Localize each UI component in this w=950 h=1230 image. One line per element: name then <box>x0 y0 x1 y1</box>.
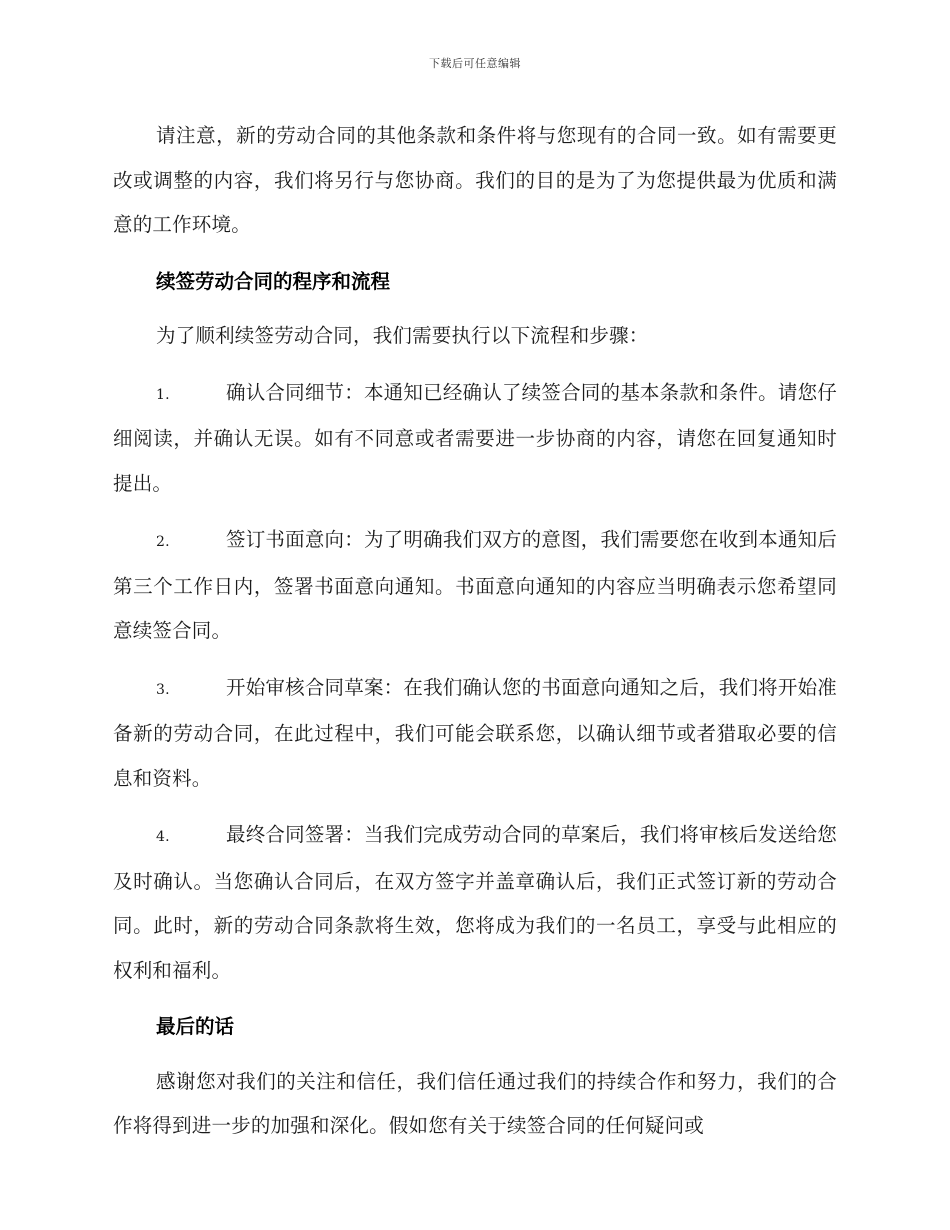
list-item-number: 3. <box>156 681 170 698</box>
list-item <box>113 371 837 507</box>
list-item-number: 1. <box>156 386 170 403</box>
paragraph-intro: 请注意，新的劳动合同的其他条款和条件将与您现有的合同一致。如有需要更改或调整的内容，我们将另行与您协商。我们的目的是为了为您提供最为优质和满意的工作环境。 <box>113 124 837 236</box>
list-item-number: 2. <box>156 534 170 550</box>
list-item-number: 4. <box>156 829 170 845</box>
list-item <box>113 666 837 802</box>
paragraph-procedure-intro: 为了顺利续签劳动合同，我们需要执行以下流程和步骤： <box>156 324 649 347</box>
list-item-text: 最终合同签署：当我们完成劳动合同的草案后，我们将审核后发送给您及时确认。当您确认合同后，在双方签字并盖章确认后，我们正式签订新的劳动合同。此时，新的劳动合同条款将生效，您将成为我们的一名员工，享受与此相应的权利和福利。 <box>113 823 837 982</box>
paragraph-final: 感谢您对我们的关注和信任，我们信任通过我们的持续合作和努力，我们的合作将得到进一步的加强和深化。假如您有关于续签合同的任何疑问或 <box>113 1069 837 1137</box>
section-heading-procedure: 续签劳动合同的程序和流程 <box>156 269 391 293</box>
section-heading-final: 最后的话 <box>156 1015 235 1038</box>
list-item-text: 确认合同细节：本通知已经确认了续签合同的基本条款和条件。请您仔细阅读，并确认无误。如有不同意或者需要进一步协商的内容，请您在回复通知时提出。 <box>113 380 837 495</box>
list-item <box>113 518 837 654</box>
list-item-text: 开始审核合同草案：在我们确认您的书面意向通知之后，我们将开始准备新的劳动合同，在此过程中，我们可能会联系您，以确认细节或者猎取必要的信息和资料。 <box>113 675 837 790</box>
document-body <box>113 114 837 1161</box>
list-item <box>113 813 837 993</box>
list-item-text: 签订书面意向：为了明确我们双方的意图，我们需要您在收到本通知后第三个工作日内，签署书面意向通知。书面意向通知的内容应当明确表示您希望同意续签合同。 <box>113 528 837 642</box>
page-header: 下载后可任意编辑 <box>429 57 521 70</box>
